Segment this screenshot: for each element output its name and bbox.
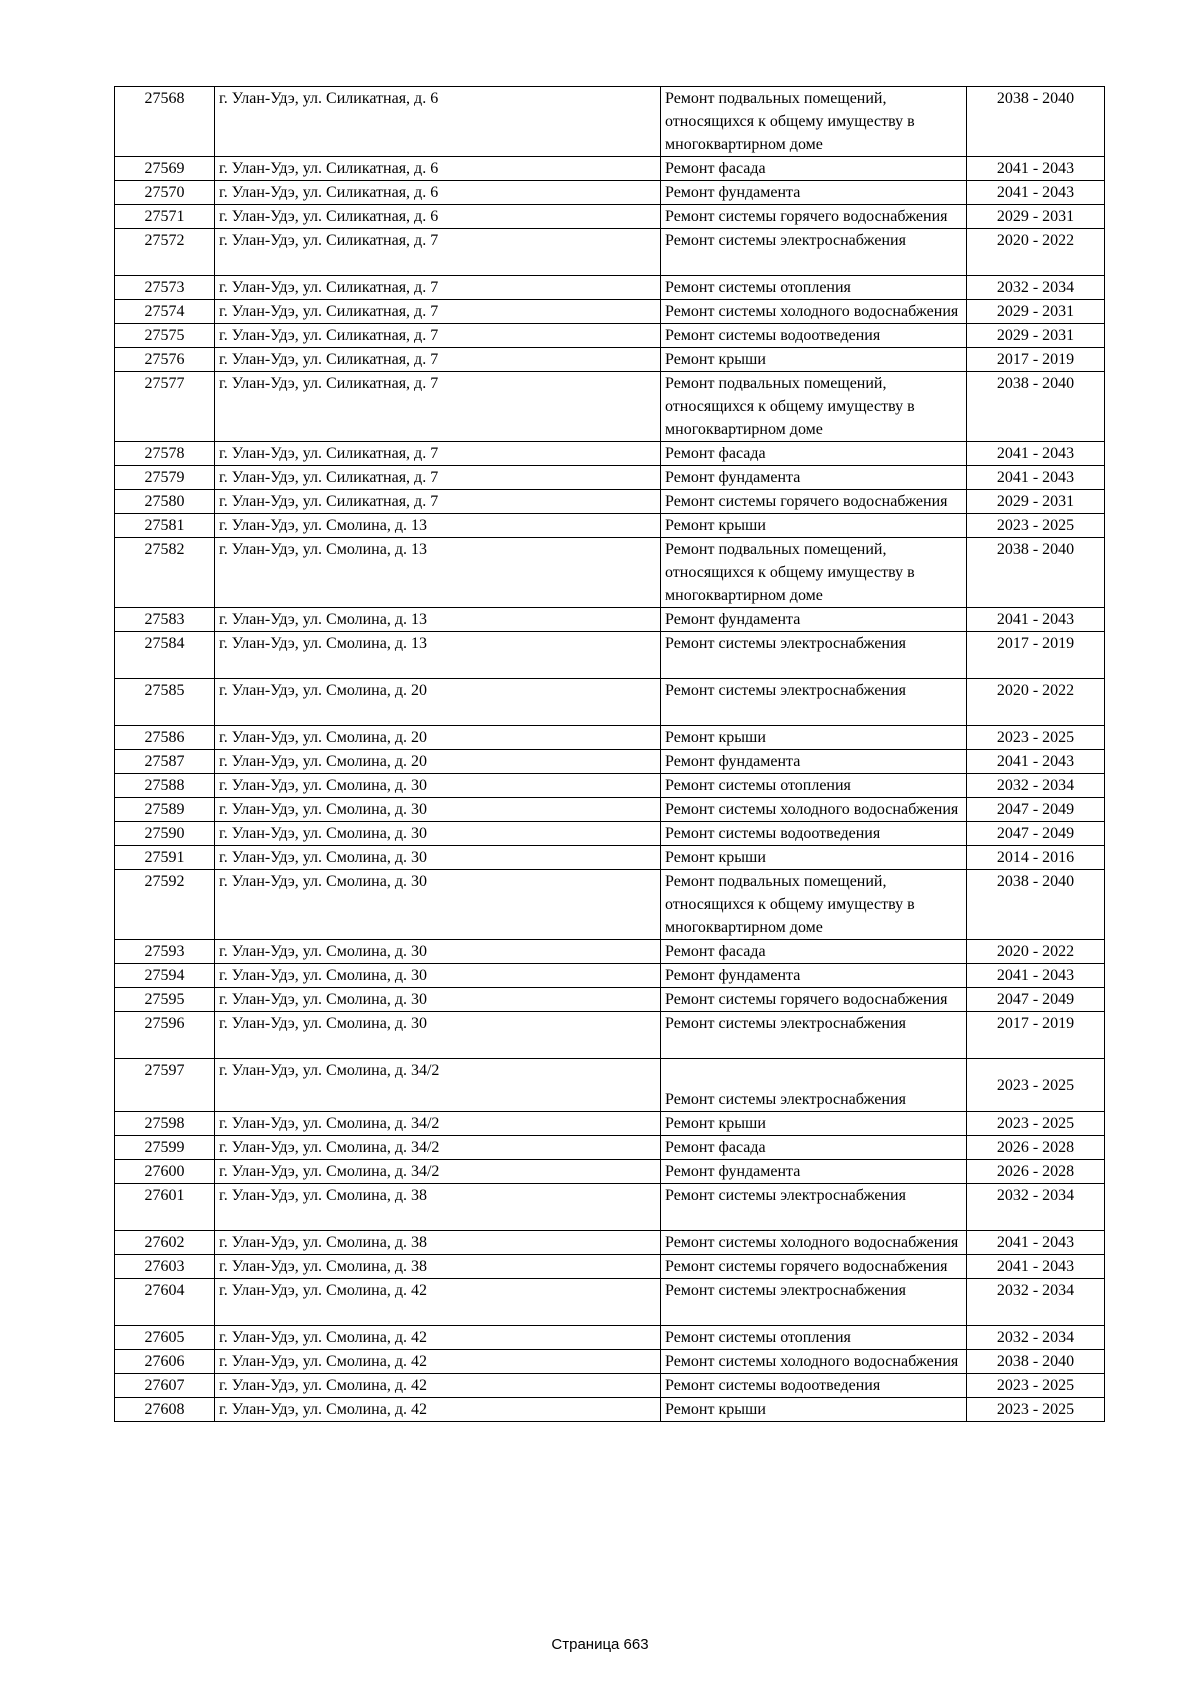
row-address-cell: г. Улан-Удэ, ул. Смолина, д. 30: [215, 774, 661, 798]
table-row: [115, 205, 1105, 229]
table-row: [115, 1326, 1105, 1350]
row-address-cell: г. Улан-Удэ, ул. Смолина, д. 34/2: [215, 1136, 661, 1160]
table-row: [115, 324, 1105, 348]
row-work-cell: Ремонт фасада: [661, 157, 967, 181]
row-period-cell: 2020 - 2022: [967, 679, 1105, 726]
row-id-cell: 27608: [115, 1398, 215, 1422]
row-id-cell: 27591: [115, 846, 215, 870]
row-address-cell: г. Улан-Удэ, ул. Смолина, д. 30: [215, 846, 661, 870]
row-period-cell: 2041 - 2043: [967, 466, 1105, 490]
table-body: [115, 87, 1105, 1422]
table-row: [115, 1112, 1105, 1136]
row-work-cell: Ремонт крыши: [661, 1112, 967, 1136]
row-address-cell: г. Улан-Удэ, ул. Силикатная, д. 7: [215, 490, 661, 514]
row-period-cell: 2041 - 2043: [967, 750, 1105, 774]
row-id-cell: 27597: [115, 1059, 215, 1112]
row-address-cell: г. Улан-Удэ, ул. Смолина, д. 42: [215, 1326, 661, 1350]
row-period-cell: 2026 - 2028: [967, 1160, 1105, 1184]
table-row: [115, 940, 1105, 964]
row-address-cell: г. Улан-Удэ, ул. Смолина, д. 13: [215, 608, 661, 632]
row-address-cell: г. Улан-Удэ, ул. Силикатная, д. 7: [215, 372, 661, 442]
row-address-cell: г. Улан-Удэ, ул. Смолина, д. 42: [215, 1374, 661, 1398]
table-row: [115, 726, 1105, 750]
row-work-cell: Ремонт системы водоотведения: [661, 822, 967, 846]
table-row: [115, 87, 1105, 157]
row-id-cell: 27577: [115, 372, 215, 442]
row-id-cell: 27581: [115, 514, 215, 538]
row-address-cell: г. Улан-Удэ, ул. Смолина, д. 30: [215, 940, 661, 964]
row-address-cell: г. Улан-Удэ, ул. Силикатная, д. 7: [215, 324, 661, 348]
table-row: [115, 1012, 1105, 1059]
table-row: [115, 1255, 1105, 1279]
row-period-cell: 2029 - 2031: [967, 205, 1105, 229]
row-id-cell: 27573: [115, 276, 215, 300]
row-work-cell: Ремонт крыши: [661, 348, 967, 372]
row-id-cell: 27585: [115, 679, 215, 726]
row-id-cell: 27575: [115, 324, 215, 348]
row-address-cell: г. Улан-Удэ, ул. Смолина, д. 30: [215, 870, 661, 940]
table-row: [115, 276, 1105, 300]
row-period-cell: 2023 - 2025: [967, 1374, 1105, 1398]
row-work-cell: Ремонт системы холодного водоснабжения: [661, 1350, 967, 1374]
row-work-cell: Ремонт системы электроснабжения: [661, 632, 967, 679]
table-row: [115, 632, 1105, 679]
row-id-cell: 27587: [115, 750, 215, 774]
row-work-cell: Ремонт системы электроснабжения: [661, 679, 967, 726]
row-address-cell: г. Улан-Удэ, ул. Силикатная, д. 7: [215, 229, 661, 276]
row-address-cell: г. Улан-Удэ, ул. Смолина, д. 30: [215, 798, 661, 822]
row-id-cell: 27606: [115, 1350, 215, 1374]
row-period-cell: 2038 - 2040: [967, 538, 1105, 608]
table-row: [115, 1350, 1105, 1374]
table-row: [115, 1160, 1105, 1184]
row-address-cell: г. Улан-Удэ, ул. Смолина, д. 38: [215, 1231, 661, 1255]
row-id-cell: 27595: [115, 988, 215, 1012]
row-period-cell: 2047 - 2049: [967, 988, 1105, 1012]
table-row: [115, 608, 1105, 632]
row-work-cell: Ремонт системы отопления: [661, 1326, 967, 1350]
row-period-cell: 2041 - 2043: [967, 181, 1105, 205]
row-work-cell: Ремонт системы холодного водоснабжения: [661, 1231, 967, 1255]
row-work-cell: Ремонт системы горячего водоснабжения: [661, 490, 967, 514]
row-id-cell: 27594: [115, 964, 215, 988]
row-period-cell: 2038 - 2040: [967, 870, 1105, 940]
table-row: [115, 514, 1105, 538]
row-work-cell: Ремонт крыши: [661, 1398, 967, 1422]
row-work-cell: Ремонт подвальных помещений, относящихся к общему имуществу в многоквартирном доме: [661, 870, 967, 940]
row-period-cell: 2047 - 2049: [967, 822, 1105, 846]
row-period-cell: 2023 - 2025: [967, 514, 1105, 538]
row-id-cell: 27590: [115, 822, 215, 846]
row-work-cell: Ремонт системы горячего водоснабжения: [661, 205, 967, 229]
row-work-cell: Ремонт фундамента: [661, 750, 967, 774]
row-work-cell: Ремонт системы холодного водоснабжения: [661, 300, 967, 324]
row-period-cell: 2026 - 2028: [967, 1136, 1105, 1160]
row-address-cell: г. Улан-Удэ, ул. Смолина, д. 38: [215, 1255, 661, 1279]
row-address-cell: г. Улан-Удэ, ул. Смолина, д. 34/2: [215, 1160, 661, 1184]
row-id-cell: 27596: [115, 1012, 215, 1059]
row-work-cell: Ремонт системы электроснабжения: [661, 1012, 967, 1059]
table-row: [115, 798, 1105, 822]
row-id-cell: 27584: [115, 632, 215, 679]
row-work-cell: Ремонт подвальных помещений, относящихся к общему имуществу в многоквартирном доме: [661, 87, 967, 157]
row-address-cell: г. Улан-Удэ, ул. Силикатная, д. 6: [215, 157, 661, 181]
row-period-cell: 2017 - 2019: [967, 348, 1105, 372]
row-address-cell: г. Улан-Удэ, ул. Смолина, д. 30: [215, 822, 661, 846]
table-row: [115, 348, 1105, 372]
row-work-cell: Ремонт крыши: [661, 514, 967, 538]
row-id-cell: 27607: [115, 1374, 215, 1398]
page-footer: Страница 663: [551, 1636, 649, 1653]
row-period-cell: 2023 - 2025: [967, 726, 1105, 750]
row-address-cell: г. Улан-Удэ, ул. Силикатная, д. 6: [215, 205, 661, 229]
row-work-cell: Ремонт системы отопления: [661, 774, 967, 798]
row-id-cell: 27602: [115, 1231, 215, 1255]
row-period-cell: 2023 - 2025: [967, 1059, 1105, 1112]
row-period-cell: 2020 - 2022: [967, 940, 1105, 964]
row-work-cell: Ремонт фундамента: [661, 181, 967, 205]
row-address-cell: г. Улан-Удэ, ул. Смолина, д. 20: [215, 679, 661, 726]
table-row: [115, 988, 1105, 1012]
row-address-cell: г. Улан-Удэ, ул. Смолина, д. 42: [215, 1279, 661, 1326]
row-period-cell: 2047 - 2049: [967, 798, 1105, 822]
table-row: [115, 1231, 1105, 1255]
row-work-cell: Ремонт фундамента: [661, 466, 967, 490]
row-period-cell: 2032 - 2034: [967, 276, 1105, 300]
table-row: [115, 490, 1105, 514]
row-period-cell: 2023 - 2025: [967, 1398, 1105, 1422]
row-work-cell: Ремонт подвальных помещений, относящихся к общему имуществу в многоквартирном доме: [661, 538, 967, 608]
row-id-cell: 27605: [115, 1326, 215, 1350]
row-id-cell: 27580: [115, 490, 215, 514]
table-row: [115, 1398, 1105, 1422]
table-row: [115, 229, 1105, 276]
row-id-cell: 27570: [115, 181, 215, 205]
document-table-container: [114, 86, 1104, 1422]
table-row: [115, 181, 1105, 205]
row-work-cell: Ремонт системы электроснабжения: [661, 229, 967, 276]
row-period-cell: 2023 - 2025: [967, 1112, 1105, 1136]
row-address-cell: г. Улан-Удэ, ул. Силикатная, д. 6: [215, 181, 661, 205]
row-work-cell: Ремонт системы отопления: [661, 276, 967, 300]
row-id-cell: 27593: [115, 940, 215, 964]
row-id-cell: 27569: [115, 157, 215, 181]
table-row: [115, 157, 1105, 181]
row-address-cell: г. Улан-Удэ, ул. Силикатная, д. 6: [215, 87, 661, 157]
table-row: [115, 822, 1105, 846]
table-row: [115, 679, 1105, 726]
row-address-cell: г. Улан-Удэ, ул. Смолина, д. 30: [215, 964, 661, 988]
table-row: [115, 1279, 1105, 1326]
row-work-cell: Ремонт системы электроснабжения: [661, 1279, 967, 1326]
row-work-cell: Ремонт системы водоотведения: [661, 1374, 967, 1398]
table-row: [115, 442, 1105, 466]
row-id-cell: 27592: [115, 870, 215, 940]
row-address-cell: г. Улан-Удэ, ул. Смолина, д. 34/2: [215, 1112, 661, 1136]
row-address-cell: г. Улан-Удэ, ул. Силикатная, д. 7: [215, 348, 661, 372]
row-address-cell: г. Улан-Удэ, ул. Смолина, д. 34/2: [215, 1059, 661, 1112]
row-period-cell: 2032 - 2034: [967, 1184, 1105, 1231]
row-address-cell: г. Улан-Удэ, ул. Смолина, д. 38: [215, 1184, 661, 1231]
row-id-cell: 27601: [115, 1184, 215, 1231]
row-work-cell: Ремонт крыши: [661, 726, 967, 750]
row-period-cell: 2041 - 2043: [967, 157, 1105, 181]
row-address-cell: г. Улан-Удэ, ул. Силикатная, д. 7: [215, 300, 661, 324]
row-work-cell: Ремонт системы водоотведения: [661, 324, 967, 348]
row-work-cell: Ремонт фундамента: [661, 964, 967, 988]
row-period-cell: 2029 - 2031: [967, 324, 1105, 348]
row-work-cell: Ремонт фундамента: [661, 1160, 967, 1184]
row-period-cell: 2029 - 2031: [967, 490, 1105, 514]
row-period-cell: 2032 - 2034: [967, 1326, 1105, 1350]
row-id-cell: 27572: [115, 229, 215, 276]
table-row: [115, 1059, 1105, 1112]
table-row: [115, 372, 1105, 442]
row-id-cell: 27600: [115, 1160, 215, 1184]
row-work-cell: Ремонт фасада: [661, 442, 967, 466]
row-address-cell: г. Улан-Удэ, ул. Смолина, д. 42: [215, 1350, 661, 1374]
row-address-cell: г. Улан-Удэ, ул. Смолина, д. 13: [215, 514, 661, 538]
row-period-cell: 2041 - 2043: [967, 608, 1105, 632]
row-id-cell: 27603: [115, 1255, 215, 1279]
row-id-cell: 27588: [115, 774, 215, 798]
row-address-cell: г. Улан-Удэ, ул. Смолина, д. 20: [215, 750, 661, 774]
table-row: [115, 1136, 1105, 1160]
table-row: [115, 1374, 1105, 1398]
table-row: [115, 466, 1105, 490]
row-address-cell: г. Улан-Удэ, ул. Силикатная, д. 7: [215, 466, 661, 490]
row-period-cell: 2038 - 2040: [967, 372, 1105, 442]
row-period-cell: 2041 - 2043: [967, 964, 1105, 988]
row-id-cell: 27589: [115, 798, 215, 822]
row-period-cell: 2029 - 2031: [967, 300, 1105, 324]
row-work-cell: Ремонт фундамента: [661, 608, 967, 632]
row-id-cell: 27574: [115, 300, 215, 324]
table-row: [115, 774, 1105, 798]
row-id-cell: 27576: [115, 348, 215, 372]
table-row: [115, 750, 1105, 774]
row-id-cell: 27579: [115, 466, 215, 490]
table-row: [115, 1184, 1105, 1231]
row-work-cell: Ремонт фасада: [661, 940, 967, 964]
row-work-cell: Ремонт фасада: [661, 1136, 967, 1160]
row-id-cell: 27582: [115, 538, 215, 608]
table-row: [115, 870, 1105, 940]
row-id-cell: 27586: [115, 726, 215, 750]
row-address-cell: г. Улан-Удэ, ул. Смолина, д. 42: [215, 1398, 661, 1422]
row-period-cell: 2017 - 2019: [967, 632, 1105, 679]
row-period-cell: 2038 - 2040: [967, 87, 1105, 157]
row-work-cell: Ремонт системы электроснабжения: [661, 1059, 967, 1112]
table-row: [115, 964, 1105, 988]
row-id-cell: 27568: [115, 87, 215, 157]
row-period-cell: 2017 - 2019: [967, 1012, 1105, 1059]
table-row: [115, 846, 1105, 870]
row-address-cell: г. Улан-Удэ, ул. Смолина, д. 20: [215, 726, 661, 750]
row-work-cell: Ремонт системы электроснабжения: [661, 1184, 967, 1231]
row-id-cell: 27598: [115, 1112, 215, 1136]
row-work-cell: Ремонт системы горячего водоснабжения: [661, 1255, 967, 1279]
row-address-cell: г. Улан-Удэ, ул. Силикатная, д. 7: [215, 276, 661, 300]
row-work-cell: Ремонт системы горячего водоснабжения: [661, 988, 967, 1012]
row-id-cell: 27599: [115, 1136, 215, 1160]
row-work-cell: Ремонт крыши: [661, 846, 967, 870]
repair-schedule-table: [114, 86, 1105, 1422]
row-address-cell: г. Улан-Удэ, ул. Смолина, д. 13: [215, 538, 661, 608]
row-period-cell: 2041 - 2043: [967, 1255, 1105, 1279]
row-work-cell: Ремонт подвальных помещений, относящихся к общему имуществу в многоквартирном доме: [661, 372, 967, 442]
row-work-cell: Ремонт системы холодного водоснабжения: [661, 798, 967, 822]
row-address-cell: г. Улан-Удэ, ул. Силикатная, д. 7: [215, 442, 661, 466]
row-period-cell: 2041 - 2043: [967, 1231, 1105, 1255]
row-address-cell: г. Улан-Удэ, ул. Смолина, д. 30: [215, 1012, 661, 1059]
row-address-cell: г. Улан-Удэ, ул. Смолина, д. 13: [215, 632, 661, 679]
row-id-cell: 27578: [115, 442, 215, 466]
row-period-cell: 2041 - 2043: [967, 442, 1105, 466]
table-row: [115, 538, 1105, 608]
table-row: [115, 300, 1105, 324]
row-period-cell: 2038 - 2040: [967, 1350, 1105, 1374]
row-id-cell: 27604: [115, 1279, 215, 1326]
row-period-cell: 2020 - 2022: [967, 229, 1105, 276]
row-period-cell: 2032 - 2034: [967, 1279, 1105, 1326]
row-address-cell: г. Улан-Удэ, ул. Смолина, д. 30: [215, 988, 661, 1012]
row-id-cell: 27571: [115, 205, 215, 229]
row-period-cell: 2032 - 2034: [967, 774, 1105, 798]
row-period-cell: 2014 - 2016: [967, 846, 1105, 870]
row-id-cell: 27583: [115, 608, 215, 632]
